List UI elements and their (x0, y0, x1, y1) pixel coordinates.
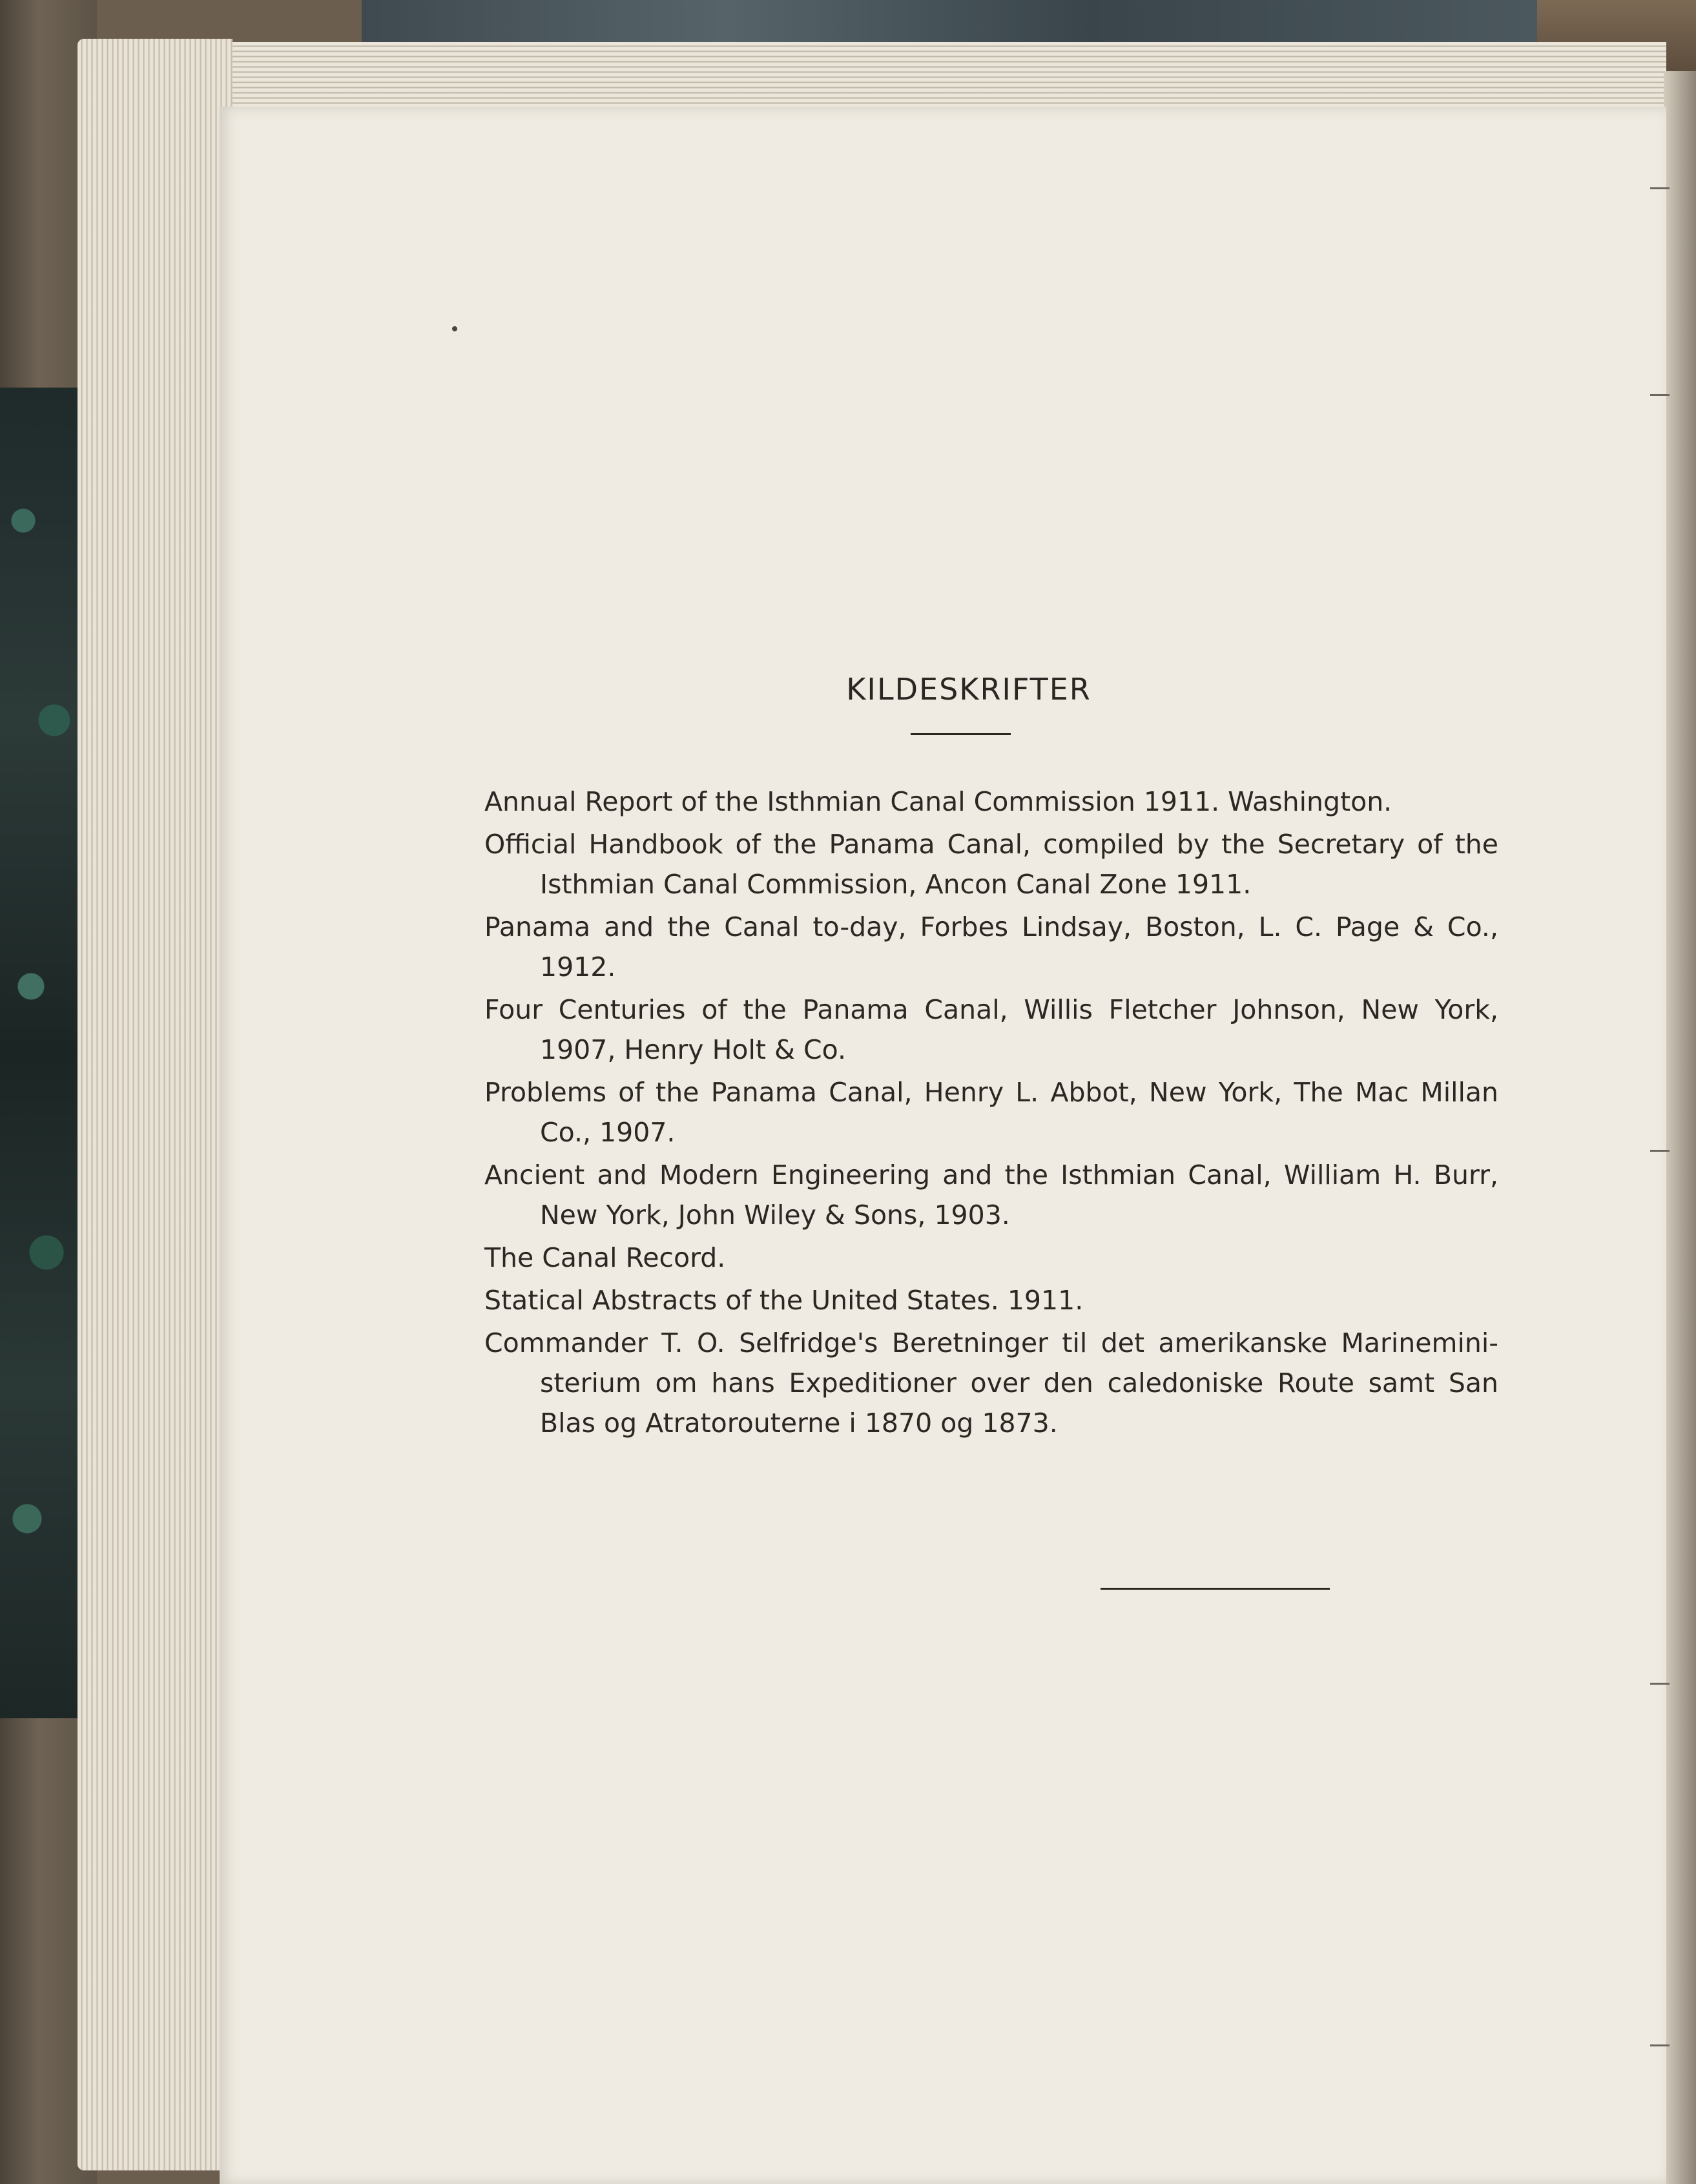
reference-list (484, 782, 1498, 1446)
reference-item: Four Centuries of the Panama Canal, Willis Fletcher Johnson, New York, 1907, Henry Holt & Co. (484, 994, 1498, 1065)
reference-item: Problems of the Panama Canal, Henry L. Abbot, New York, The Mac Millan Co., 1907. (484, 1077, 1498, 1148)
reference-item: The Canal Record. (484, 1242, 726, 1273)
page-tab-mark (1650, 2044, 1670, 2046)
page-tab-mark (1650, 1683, 1670, 1685)
page-stack-right (1664, 71, 1696, 2184)
end-rule (1101, 1588, 1330, 1590)
reference-item: Ancient and Modern Engineering and the Isthmian Canal, William H. Burr, New York, John Wiley & Sons, 1903. (484, 1160, 1498, 1231)
page-tab-mark (1650, 1150, 1670, 1152)
reference-item: Official Handbook of the Panama Canal, compiled by the Secretary of the Isthmian Canal Commission, Ancon Canal Zone 1911. (484, 829, 1498, 900)
page-stack-top (90, 42, 1666, 113)
page-title: KILDESKRIFTER (846, 672, 1091, 707)
reference-item: Panama and the Canal to-day, Forbes Lindsay, Boston, L. C. Page & Co., 1912. (484, 911, 1498, 983)
page-stack-left (78, 39, 233, 2170)
cover-top-edge (362, 0, 1576, 48)
reference-item: Statical Abstracts of the United States. 1911. (484, 1285, 1084, 1316)
page-tab-mark (1650, 394, 1670, 396)
reference-item: Annual Report of the Isthmian Canal Commission 1911. Washington. (484, 786, 1392, 817)
reference-item: Commander T. O. Selfridge's Beretninger til det amerikanske Marinemini-sterium om hans Expeditioner over den caledoniske Route samt San Blas og Atratorouterne i 1870 og 1873. (484, 1327, 1498, 1439)
page-tab-mark (1650, 187, 1670, 189)
book-page (220, 107, 1666, 2184)
ink-speck (452, 326, 457, 331)
marbled-board (0, 388, 78, 1718)
title-rule (911, 733, 1011, 735)
